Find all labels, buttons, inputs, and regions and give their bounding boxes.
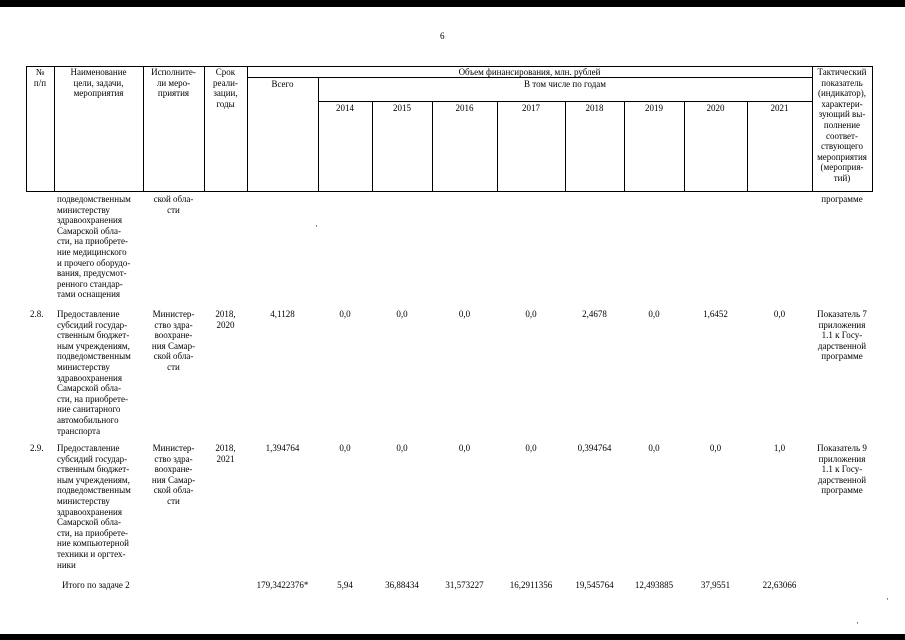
row-value: 0,0 [396, 443, 408, 453]
row-value: 1,0 [773, 443, 786, 453]
row-num: 2.8. [30, 309, 44, 319]
row-name: Предоставление субсидий государ- ственным бюджет- ным учреждениям, подведомственным министерству здравоохранения Самарской обла- сти, на приобрете- ние санитарного автомобильного транспорта [57, 309, 131, 436]
scan-top-border [0, 0, 905, 7]
header-year: 2020 [706, 103, 725, 113]
header-name: Наименование цели, задачи, мероприятия [70, 67, 127, 99]
header-year: 2017 [522, 103, 540, 113]
scan-speck: · [886, 594, 889, 604]
row-value: 0,0 [458, 443, 471, 453]
row-indicator: Показатель 9 приложения 1.1 к Госу- дарственной программе [817, 443, 867, 496]
header-executor: Исполните- ли меро- приятия [151, 67, 196, 99]
header-funding: Объем финансирования, млн. рублей [458, 67, 601, 77]
header-by-years: В том числе по годам [524, 79, 606, 89]
header-term: Срок реали- зации, годы [213, 67, 238, 109]
row-term: 2018, 2020 [215, 309, 236, 330]
total-value: 16,2911356 [509, 580, 553, 590]
header-year: 2016 [455, 103, 474, 113]
scan-speck: · [315, 221, 318, 231]
total-label: Итого по задаче 2 [62, 580, 130, 590]
row-indicator: Показатель 7 приложения 1.1 к Госу- дарственной программе [817, 309, 867, 362]
row-executor: Министер- ство здра- воохране- ния Самар- ской обла- сти [151, 309, 196, 372]
row-value: 0,0 [525, 443, 537, 453]
header-indicator: Тактический показатель (индикатор), характери- зующий вы- полнение соответ- ствующего мероприятия (мероприя- тий) [817, 67, 867, 183]
row-value: 0,0 [709, 443, 722, 453]
row-num: 2.9. [30, 443, 44, 453]
header-year: 2019 [645, 103, 663, 113]
row-total: 1,394764 [265, 443, 300, 453]
total-value: 5,94 [337, 580, 353, 590]
row-indicator: программе [821, 194, 863, 204]
total-value: 19,545764 [575, 580, 614, 590]
row-name: подведомственным министерству здравоохранения Самарской обла- сти, на приобрете- ние медицинского и прочего оборудо- вания, предусмот- ренного стандар- тами оснащения [57, 194, 131, 300]
row-value: 1,6452 [703, 309, 728, 319]
total-value: 31,573227 [445, 580, 484, 590]
row-value: 0,0 [339, 309, 351, 319]
header-total: Всего [271, 79, 294, 89]
row-total: 4,1128 [270, 309, 295, 319]
row-value: 0,0 [396, 309, 408, 319]
scan-speck: · [856, 618, 859, 628]
row-name: Предоставление субсидий государ- ственным бюджет- ным учреждениям, подведомственным министерству здравоохранения Самарской обла- сти, на приобрете- ние компьютерной техники и оргтех- ники [57, 443, 131, 570]
header-num: № п/п [33, 67, 47, 88]
page-number: 6 [440, 31, 445, 41]
header-year: 2014 [336, 103, 354, 113]
row-term: 2018, 2021 [215, 443, 236, 464]
total-sum: 179,3422376* [256, 580, 309, 590]
row-value: 0,0 [525, 309, 537, 319]
total-value: 37,9551 [700, 580, 731, 590]
row-value: 0,0 [648, 309, 660, 319]
row-value: 0,0 [458, 309, 471, 319]
total-value: 36,88434 [385, 580, 419, 590]
header-year: 2018 [585, 103, 604, 113]
header-year: 2015 [393, 103, 411, 113]
row-executor: Министер- ство здра- воохране- ния Самар- ской обла- сти [151, 443, 196, 506]
scan-bottom-border [0, 634, 905, 640]
row-value: 0,394764 [577, 443, 612, 453]
row-value: 0,0 [339, 443, 351, 453]
total-value: 22,63066 [762, 580, 797, 590]
total-value: 12,493885 [634, 580, 674, 590]
row-value: 0,0 [648, 443, 660, 453]
header-year: 2021 [770, 103, 789, 113]
row-value: 0,0 [773, 309, 786, 319]
row-executor: ской обла- сти [153, 194, 194, 215]
row-value: 2,4678 [582, 309, 607, 319]
